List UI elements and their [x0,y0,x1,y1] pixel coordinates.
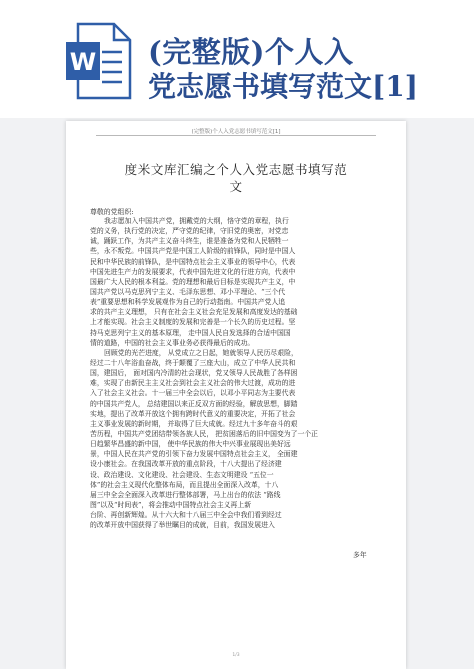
page-header-text: (完整版)个人入党志愿书填写范文[1] [191,129,281,135]
word-document-icon [66,22,132,100]
document-title-line-2: 文 [229,179,243,194]
body-text-line: 设小康社会。在我国改革开放的重点阶段，十八大提出了经济建 [90,460,282,469]
banner-title-line-2: 党志愿书填写范文[1] [148,70,418,103]
body-text-line: 实地，提出了改革开放这个拥有跨时代意义的重要决定，开拓了社会 [90,409,296,418]
body-text-line: 日趋繁华昌盛的新中国， 使中华民族的伟大中兴事业展现出美好远 [90,440,291,449]
body-text-line: 的中国共产党人， 总结建国以来正反双方面的经验，解放思想，脚踏 [90,399,298,408]
document-page [66,121,406,669]
page-header-divider [96,135,376,136]
word-icon-letter: W [69,48,97,76]
body-text-line: 情的道路，中国的社会主义事业务必获得最后的成功。 [90,338,255,347]
body-text-line: 主义事业发展的新时期， 并取得了巨大成就。经过九十多年奋斗的艰 [90,419,298,428]
margin-note: 多年 [353,551,367,559]
body-text-line: 图”以及“时间表”，将会推动中国特点社会主义再上新 [90,500,252,509]
body-text-line: 党的义务，执行党的决定，严守党的纪律，守旧党的奥密，对党忠 [90,227,289,236]
document-body [90,216,386,530]
body-text-line: 些，永不叛党。中国共产党是中国工人阶级的前锋队，同时是中国人 [90,247,296,256]
body-text-line: 求的共产主义理想， 只有在社会主义社会充足发展和高度发达的基础 [90,308,298,317]
body-text-line: 设、政治建设、文化建设、社会建设、生态文明建设 “五位一 [90,470,274,479]
body-text-line: 国最广大人民的根本利益。党的理想和最后目标是实现共产主义，中 [90,277,296,286]
body-text-line: 我志愿加入中国共产党，拥戴党的大纲，恪守党的章程，执行 [104,217,289,225]
body-text-line: 届三中全会全面深入改革进行整体部署，马上出台的依法 “路线 [90,490,281,499]
body-text-line: 上才能实现。社会主义制度的发展和完善是一个长久的历史过程。坚 [90,318,296,327]
body-text-line: 景，中国人民在共产党的引领下奋力发展中国特点社会主义， 全面建 [90,450,298,459]
body-text-line: 国共产党以马克思列宁主义、毛泽东思想、邓小平理论、“三个代 [90,287,286,296]
body-text-line: 的改革开放中国获得了举世瞩目的成就，目前，我国发展进入 [90,521,275,530]
body-text-line: 民和中华民族的前锋队，是中国特点社会主义事业的领导中心，代表 [90,257,296,266]
body-text-line: 体”的社会主义现代化整体布局，而且提出全面深入改革，十八 [90,480,279,489]
document-title-line-1: 度米文库汇编之个人入党志愿书填写范 [124,162,348,177]
body-text-line: 中国先进生产力的发展要求，代表中国先进文化的行进方向，代表中 [90,267,296,276]
body-text-line: 经过二十八年浴血奋战，终于颠覆了三座大山，成立了中华人民共和 [90,358,296,367]
banner-title-line-1: (完整版)个人入 [148,35,354,69]
salutation: 尊敬的党组织: [90,208,134,216]
body-text-line: 表”重要思想和科学发展观作为自己的行动指南。中国共产党人追 [90,298,286,307]
document-banner [0,0,474,118]
body-text-line: 持马克思列宁主义的基本原理， 走中国人民自发选择的合适中国国 [90,328,291,337]
body-text-line: 难，实现了由新民主主义社会到社会主义社会的伟大过渡，成功的进 [90,379,296,388]
document-title [90,161,382,195]
body-text-line: 诚，踊跃工作，为共产主义奋斗终生，谁是准备为党和人民牺牲一 [90,237,289,246]
body-text-line: 国，建国后， 面对国内冷清的社会现状，党又领导人民战胜了各样困 [90,369,298,378]
body-text-line: 苦历程，中国共产党团结带领各族人民， 把贫困落后的旧中国变为了一个正 [90,429,319,438]
body-text-line: 入了社会主义社会。十一届三中全会以后，以邓小平同志为主要代表 [90,389,296,398]
page-number: 1/3 [232,653,240,658]
body-text-line: 回顾党的光芒进度， 从党成立之日起，她就领导人民历尽艰险， [104,348,298,357]
body-text-line: 台阶、再创新辉煌。从十六大和十八届三中全会中我们看到经过 [90,511,282,520]
